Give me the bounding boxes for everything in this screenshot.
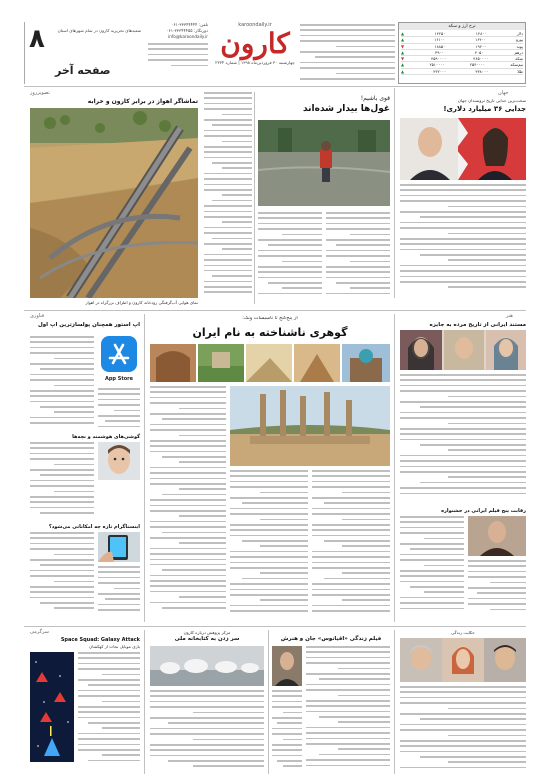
flood-body-col1 <box>204 92 252 304</box>
art-photos <box>400 330 526 370</box>
ticker-value-prev: ۳۹۰۰ <box>435 49 444 55</box>
film-body-1 <box>306 646 390 774</box>
page-header <box>24 22 146 84</box>
flood-kicker: قوی باشیم! <box>360 95 390 102</box>
date-line: چهارشنبه ۳۰ فروردین‌ماه ۱۳۹۸ | شماره ۲۳۳۴ <box>215 60 295 65</box>
boy-face-photo <box>98 442 140 480</box>
ticker-value: ۱۴۸۰۰ <box>475 31 487 36</box>
art-body-1 <box>400 374 526 506</box>
iran-kicker: از پنج‌گنج تا تاسیسات ونک: <box>242 316 298 321</box>
actors-photo <box>400 638 526 682</box>
sport-body <box>78 652 140 772</box>
tech-body-1 <box>30 336 94 432</box>
flood-headline: غول‌ها بیدار شده‌اند <box>302 104 390 114</box>
game-screenshot <box>30 652 74 762</box>
sport-headline: Space Squad: Galaxy Attack <box>60 637 140 643</box>
artist-photo <box>468 516 526 556</box>
world-headline: جدایی ۳۶ میلیارد دلاری! <box>443 105 526 113</box>
section-label-art: هنر <box>506 313 513 319</box>
film-kicker: حکایت زندگی <box>451 630 475 635</box>
page-number: ۸ <box>29 24 45 54</box>
art-headline-2: رقابت پنج فیلم ایرانی در جشنواره <box>441 508 526 514</box>
currency-ticker <box>398 22 526 84</box>
arrow-up-icon: ▲ <box>401 37 405 43</box>
ad-text: شعبه‌های تحریریه کارون در تمام شهرهای استان <box>57 28 141 33</box>
ticker-name: طلا <box>517 68 523 74</box>
arrow-down-icon: ▼ <box>401 43 405 49</box>
ticker-value: ۱۹۲۰۰ <box>475 43 487 49</box>
site-url[interactable]: karoondaily.ir <box>238 22 272 28</box>
ticker-name: درهم <box>514 49 523 55</box>
arrow-down-icon: ▼ <box>401 56 405 62</box>
library-photo <box>150 646 264 686</box>
arrow-up-icon: ▲ <box>401 68 405 74</box>
ticker-title: نرخ ارز و سکه <box>399 23 525 30</box>
section-label-tech: فناوری <box>30 313 45 319</box>
phone-hand-photo <box>98 532 140 562</box>
ticker-value-prev: ۱۶۱۰۰ <box>434 37 445 43</box>
art-body-3 <box>468 560 526 622</box>
ticker-value-prev: ۲۵۱۰۰۰۰ <box>429 62 445 68</box>
contact-line: تلفن: ۳۳۳۴۴۴۴۴-۰۶۱ <box>171 22 208 27</box>
photo-caption: نمای هوایی آب‌گرفتگی رودخانه کارون و اطراف بزرگراه در اهواز <box>85 300 198 305</box>
center-headline: سر زدن به کتابخانه ملی <box>174 636 240 642</box>
ticker-name: یورو <box>515 37 523 43</box>
tech-body-3 <box>30 532 94 620</box>
ticker-name: دلار <box>517 31 523 36</box>
sport-sub: بازی موبایل نجات از کهکشان <box>89 644 140 649</box>
center-body <box>150 690 264 774</box>
contact-line: دورنگار: ۳۳۳۴۴۴۵۵-۰۶۱ <box>166 28 208 33</box>
ticker-value-prev: ۱۴۲۵۰ <box>434 31 446 36</box>
world-body <box>400 184 526 298</box>
page-title: صفحه آخر <box>55 64 111 77</box>
ticker-name: سکه <box>515 56 523 62</box>
ticker-value: ۴۰۵۰ <box>474 49 484 55</box>
flood-photo <box>258 120 390 206</box>
ticker-value: ۲۵۴۰۰۰۰ <box>469 62 485 68</box>
ticker-value-prev: ۴۳۲۰۰۰ <box>433 68 447 74</box>
ticker-value: ۴۳۸۰۰۰ <box>475 68 489 74</box>
ticker-row <box>401 69 523 75</box>
film-body-2 <box>272 690 302 774</box>
flood-body-col2 <box>258 212 322 304</box>
center-sub: مرکز پژوهش درباره کارون <box>183 630 231 635</box>
tech-body-2 <box>30 442 94 522</box>
iran-headline: گوهری ناشناخته به نام ایران <box>192 326 348 339</box>
iran-body-col2 <box>230 470 308 622</box>
section-label-sport: سرگرمی <box>30 629 49 635</box>
section-label-photo: تصویرروز <box>30 90 50 96</box>
arrow-up-icon: ▲ <box>401 31 405 36</box>
persepolis-photo <box>230 386 390 466</box>
tech-headline-3: اینستاگرام تازه چه امکاناتی می‌شود؟ <box>48 524 140 530</box>
masthead <box>210 22 300 84</box>
couple-photo <box>400 118 526 180</box>
ticker-value: ۴۶۵۰۰۰۰ <box>473 56 489 62</box>
masthead-info <box>300 22 395 84</box>
ticker-rows <box>399 30 525 76</box>
ticker-value-prev: ۱۸۸۵۰ <box>434 43 446 49</box>
art-body-2 <box>400 516 464 622</box>
iran-body-col1 <box>150 386 226 622</box>
ticker-value: ۱۶۴۰۰ <box>475 37 486 43</box>
ticker-name: نیم‌سکه <box>510 62 523 68</box>
art-headline: مستند ایرانی از تاریخ مرده به جایزه <box>429 322 526 328</box>
world-kicker: سخت‌ترین جدایی تاریخ ثروتمندان جهان <box>457 98 526 103</box>
arrow-up-icon: ▲ <box>401 49 405 55</box>
masthead-contact <box>148 22 208 84</box>
film-body-3 <box>400 686 526 774</box>
photo-headline: تماشاگر اهواز در برابر کارون و خرابه <box>87 98 198 105</box>
author-photo <box>272 646 302 686</box>
contact-line: info@karoondaily.ir <box>167 34 208 39</box>
ticker-value-prev: ۴۵۹۰۰۰۰ <box>431 56 447 62</box>
tech-body-3b <box>98 566 140 620</box>
arrow-up-icon: ▲ <box>401 62 405 68</box>
aerial-flood-photo <box>30 108 198 298</box>
logo: کارون <box>220 27 290 60</box>
ticker-name: پوند <box>516 43 523 49</box>
tech-headline-2: گوشی‌های هوشمند و بچه‌ها <box>72 434 140 440</box>
section-label-world: جهان <box>498 90 509 96</box>
tech-headline: اپ استور همچنان پولسازترین اپ اول <box>37 322 140 328</box>
iran-body-col3 <box>312 470 390 622</box>
tech-body-1b <box>98 388 140 432</box>
film-headline: فیلم زندگی «اقیانوس» جان و هنرش <box>280 636 382 642</box>
app-store-label: App Store <box>104 376 134 382</box>
app-store-logo <box>98 336 140 384</box>
flood-body-col3 <box>326 212 390 304</box>
iran-photo-strip <box>150 344 390 382</box>
